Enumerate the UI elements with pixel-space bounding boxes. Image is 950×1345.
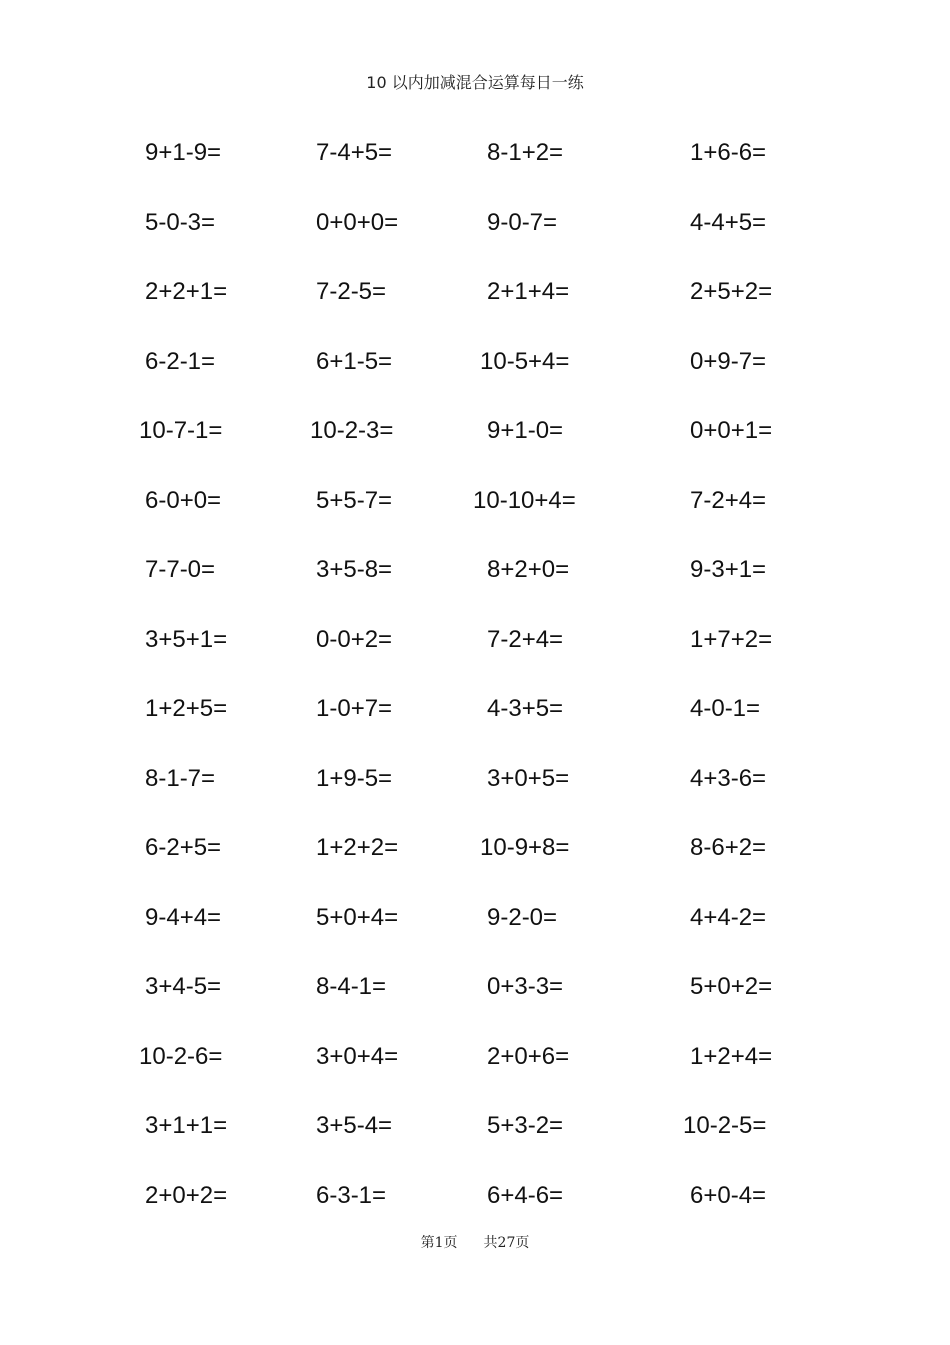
math-problem: 1+9-5=	[316, 764, 393, 792]
math-problem: 10-9+8=	[480, 834, 570, 861]
math-problem: 8-1-7=	[145, 764, 216, 792]
problem-row	[0, 962, 950, 1032]
math-problem: 1+7+2=	[690, 625, 773, 653]
math-problem: 3+5+1=	[145, 625, 228, 653]
problem-row	[0, 754, 950, 824]
math-problem: 7-7-0=	[145, 556, 216, 583]
page-title: 10 以内加减混合运算每日一练	[366, 73, 584, 92]
problem-row	[0, 406, 950, 476]
math-problem: 3+0+4=	[316, 1042, 399, 1070]
problem-row	[0, 267, 950, 337]
problem-row	[0, 615, 950, 685]
page-footer	[0, 1232, 950, 1252]
math-problem: 10-2-5=	[683, 1112, 767, 1139]
page-total: 共27页	[483, 1235, 530, 1251]
math-problem: 0+0+1=	[690, 417, 773, 444]
math-problem: 3+0+5=	[487, 764, 570, 792]
math-problem: 5+0+2=	[690, 973, 773, 1000]
math-problem: 7-4+5=	[316, 139, 393, 166]
math-problem: 3+5-8=	[316, 556, 393, 583]
math-problem: 1+2+4=	[690, 1042, 773, 1070]
math-problem: 3+5-4=	[316, 1112, 393, 1139]
math-problem: 3+1+1=	[145, 1112, 228, 1139]
problem-row	[0, 337, 950, 407]
problem-row	[0, 476, 950, 546]
problem-row	[0, 545, 950, 615]
math-problem: 10-2-3=	[310, 417, 394, 444]
math-problem: 1+2+5=	[145, 695, 228, 722]
math-problem: 8-1+2=	[487, 139, 564, 166]
math-problem: 2+1+4=	[487, 278, 570, 305]
math-problem: 0+9-7=	[690, 347, 767, 375]
problem-row	[0, 1032, 950, 1102]
math-problem: 6+1-5=	[316, 347, 393, 375]
math-problem: 6+0-4=	[690, 1181, 767, 1209]
math-problem: 9+1-0=	[487, 417, 564, 444]
math-problem: 9-0-7=	[487, 208, 558, 236]
math-problem: 1-0+7=	[316, 695, 393, 722]
problem-row	[0, 198, 950, 268]
math-problem: 1+6-6=	[690, 139, 767, 166]
math-problem: 9+1-9=	[145, 139, 222, 166]
math-problem: 5+5-7=	[316, 486, 393, 514]
math-problem: 2+0+2=	[145, 1181, 228, 1209]
math-problem: 4+4-2=	[690, 903, 767, 931]
math-problem: 5+0+4=	[316, 903, 399, 931]
math-problem: 7-2+4=	[487, 625, 564, 653]
math-problem: 0+3-3=	[487, 973, 564, 1000]
math-problem: 3+4-5=	[145, 973, 222, 1000]
math-problem: 6+4-6=	[487, 1181, 564, 1209]
page-number: 第1页	[420, 1235, 458, 1251]
math-problem: 6-2+5=	[145, 834, 222, 861]
math-problem: 8-4-1=	[316, 973, 387, 1000]
math-problem: 8-6+2=	[690, 834, 767, 861]
math-problem: 0+0+0=	[316, 208, 399, 236]
worksheet	[0, 128, 950, 1240]
math-problem: 2+2+1=	[145, 278, 228, 305]
problem-row	[0, 823, 950, 893]
math-problem: 7-2-5=	[316, 278, 387, 305]
problem-row	[0, 893, 950, 963]
math-problem: 10-7-1=	[139, 417, 223, 444]
math-problem: 2+0+6=	[487, 1042, 570, 1070]
math-problem: 9-4+4=	[145, 903, 222, 931]
math-problem: 4-4+5=	[690, 208, 767, 236]
math-problem: 2+5+2=	[690, 278, 773, 305]
math-problem: 5-0-3=	[145, 208, 216, 236]
math-problem: 10-10+4=	[473, 486, 576, 514]
math-problem: 6-2-1=	[145, 347, 216, 375]
problem-row	[0, 684, 950, 754]
math-problem: 1+2+2=	[316, 834, 399, 861]
math-problem: 4-3+5=	[487, 695, 564, 722]
math-problem: 4+3-6=	[690, 764, 767, 792]
math-problem: 6-0+0=	[145, 486, 222, 514]
math-problem: 5+3-2=	[487, 1112, 564, 1139]
math-problem: 10-5+4=	[480, 347, 570, 375]
problem-row	[0, 128, 950, 198]
problem-row	[0, 1101, 950, 1171]
math-problem: 4-0-1=	[690, 695, 761, 722]
math-problem: 8+2+0=	[487, 556, 570, 583]
problem-row	[0, 1171, 950, 1241]
math-problem: 7-2+4=	[690, 486, 767, 514]
math-problem: 6-3-1=	[316, 1181, 387, 1209]
math-problem: 0-0+2=	[316, 625, 393, 653]
math-problem: 9-3+1=	[690, 556, 767, 583]
math-problem: 9-2-0=	[487, 903, 558, 931]
math-problem: 10-2-6=	[139, 1042, 223, 1070]
